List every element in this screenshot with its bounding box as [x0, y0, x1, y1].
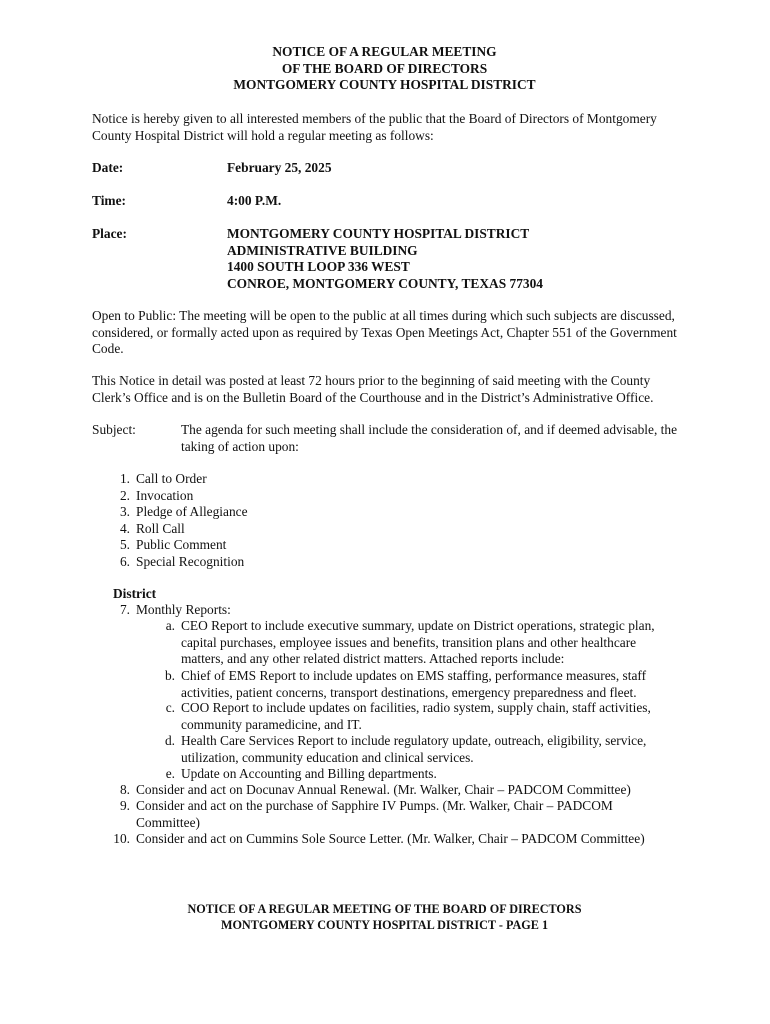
agenda-item-number: 7. — [119, 602, 130, 617]
title-line-1: NOTICE OF A REGULAR MEETING — [272, 44, 497, 59]
agenda-item — [0, 782, 770, 799]
report-text: Chief of EMS Report to include updates on EMS staffing, performance measures, staff activities, patient concerns, transport destinations, emergency preparedness and fleet. — [181, 668, 647, 700]
agenda-item-number: 6. — [119, 553, 130, 569]
footer-line-2: MONTGOMERY COUNTY HOSPITAL DISTRICT - PAGE 1 — [220, 917, 549, 932]
agenda-item-text: Roll Call — [136, 520, 185, 536]
place-line-4: CONROE, MONTGOMERY COUNTY, TEXAS 77304 — [227, 275, 543, 291]
agenda-item-text: Consider and act on the purchase of Sapphire IV Pumps. (Mr. Walker, Chair – PADCOM Committee) — [136, 798, 613, 830]
agenda-item-text: Invocation — [136, 487, 194, 503]
intro-paragraph: Notice is hereby given to all interested members of the public that the Board of Directors of Montgomery County Hospital District will hold a regular meeting as follows: — [92, 111, 657, 143]
posting-notice-paragraph: This Notice in detail was posted at least 72 hours prior to the beginning of said meeting with the County Clerk’s Office and is on the Bulletin Board of the Courthouse and in the District’s Administrative Office. — [92, 373, 654, 405]
agenda-item — [0, 798, 770, 831]
agenda-list — [0, 471, 770, 570]
agenda-item-text: Special Recognition — [136, 553, 245, 569]
report-letter: e. — [165, 766, 175, 781]
agenda-item-number: 8. — [119, 782, 130, 797]
time-value: 4:00 P.M. — [227, 193, 282, 208]
report-item — [0, 766, 770, 783]
agenda-item-text: Consider and act on Cummins Sole Source Letter. (Mr. Walker, Chair – PADCOM Committee) — [136, 831, 645, 846]
subject-text: The agenda for such meeting shall include the consideration of, and if deemed advisable, the taking of action upon: — [181, 422, 678, 454]
report-item — [0, 700, 770, 733]
report-item — [0, 733, 770, 766]
time-label: Time: — [92, 193, 126, 208]
date-value: February 25, 2025 — [227, 160, 332, 175]
agenda-item-number: 5. — [119, 537, 130, 552]
agenda-item — [0, 602, 770, 619]
footer-line-1: NOTICE OF A REGULAR MEETING OF THE BOARD OF DIRECTORS — [187, 902, 582, 916]
report-letter: d. — [164, 733, 175, 748]
place-address — [227, 226, 543, 292]
agenda-item-text: Monthly Reports: — [136, 602, 231, 617]
agenda-item-text: Call to Order — [136, 471, 207, 486]
place-line-2: ADMINISTRATIVE BUILDING — [227, 242, 418, 258]
open-to-public-paragraph: Open to Public: The meeting will be open to the public at all times during which such subjects are discussed, considered, or formally acted upon as required by Texas Open Meetings Act, Chapter 551 of the Government Code. — [92, 308, 677, 356]
report-text: Health Care Services Report to include regulatory update, outreach, eligibility, service, utilization, community education and clinical services. — [181, 733, 647, 765]
agenda-item — [0, 831, 770, 848]
agenda-item-number: 10. — [113, 831, 130, 846]
title-line-2: OF THE BOARD OF DIRECTORS — [281, 60, 488, 76]
district-heading: District — [113, 586, 157, 601]
agenda-item-number: 9. — [119, 798, 130, 813]
place-line-1: MONTGOMERY COUNTY HOSPITAL DISTRICT — [227, 226, 530, 241]
report-item — [0, 618, 770, 668]
report-text: Update on Accounting and Billing departments. — [181, 766, 437, 781]
report-letter: b. — [164, 668, 175, 683]
report-letter: c. — [165, 700, 175, 715]
title-line-3: MONTGOMERY COUNTY HOSPITAL DISTRICT — [233, 77, 536, 92]
agenda-item-text: Public Comment — [136, 537, 227, 552]
agenda-item-number: 4. — [119, 520, 130, 536]
agenda-item-number: 1. — [119, 471, 130, 486]
subject-label: Subject: — [92, 422, 136, 437]
date-label: Date: — [92, 160, 124, 175]
agenda-item-number: 2. — [119, 487, 130, 503]
place-line-3: 1400 SOUTH LOOP 336 WEST — [227, 259, 410, 274]
report-text: COO Report to include updates on facilities, radio system, supply chain, staff activities, community paramedicine, and IT. — [181, 700, 651, 732]
place-label: Place: — [92, 226, 127, 241]
report-letter: a. — [165, 618, 175, 633]
report-item — [0, 668, 770, 701]
agenda-item-number: 3. — [119, 504, 130, 519]
page-footer — [92, 902, 677, 933]
document-title — [92, 44, 677, 94]
report-text: CEO Report to include executive summary, update on District operations, strategic plan, capital purchases, employee issues and benefits, transition plans and other healthcare matters, and any other related district matters. Attached reports include: — [181, 618, 655, 666]
agenda-item-text: Pledge of Allegiance — [136, 504, 248, 519]
agenda-item-text: Consider and act on Docunav Annual Renewal. (Mr. Walker, Chair – PADCOM Committee) — [136, 782, 631, 797]
